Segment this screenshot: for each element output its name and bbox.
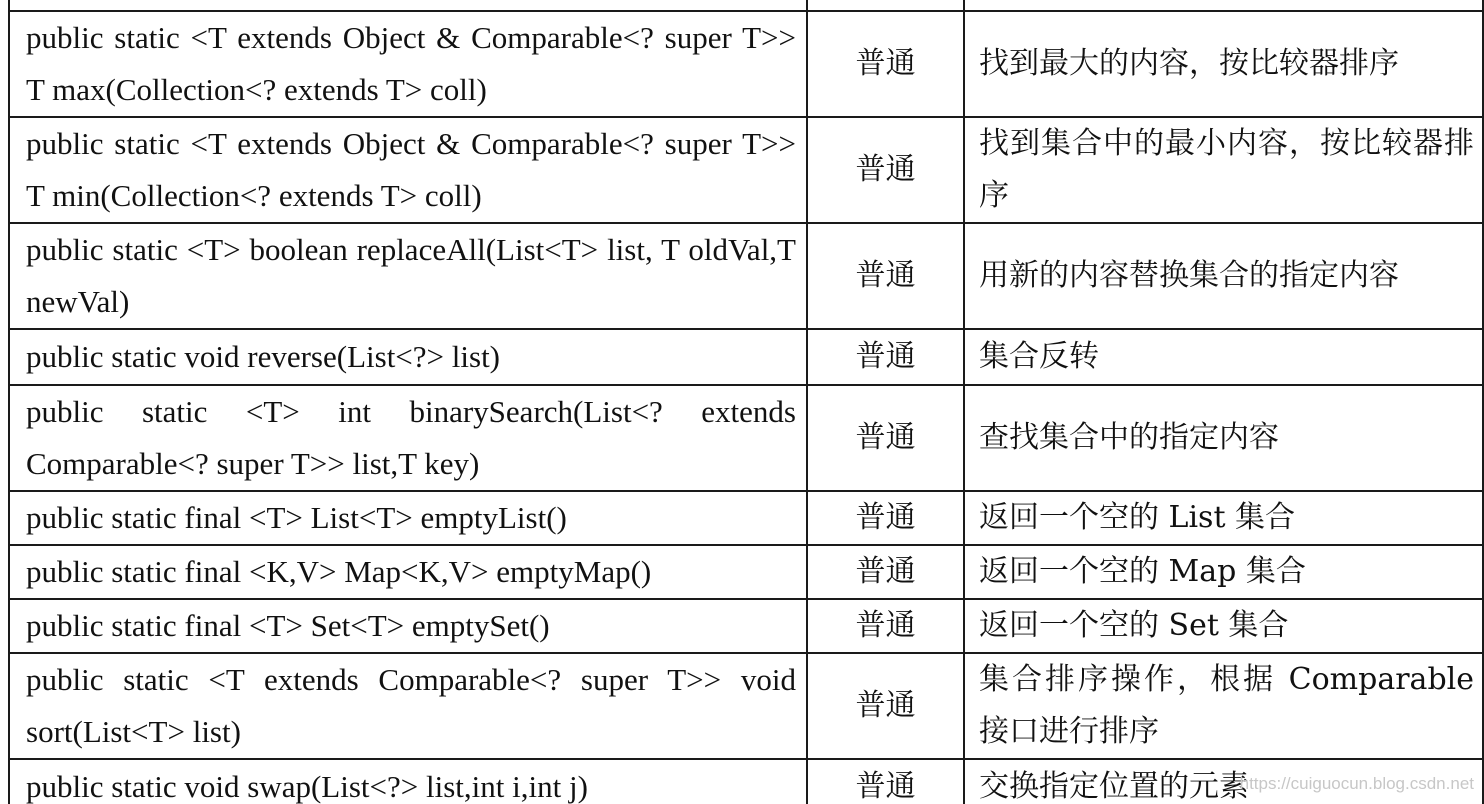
method-signature: public static void reverse(List<?> list) xyxy=(9,329,807,385)
table-row xyxy=(9,545,1483,599)
table-row xyxy=(9,653,1483,759)
table-row xyxy=(9,117,1483,223)
method-description: 用新的内容替换集合的指定内容 xyxy=(964,223,1483,329)
table-row xyxy=(9,599,1483,653)
method-type: 普通 xyxy=(807,11,964,117)
method-type: 普通 xyxy=(807,491,964,545)
method-type: 普通 xyxy=(807,759,964,804)
top-edge-cell xyxy=(9,0,807,11)
method-signature: public static <T extends Object & Comparable<? super T>> T min(Collection<? extends T> coll) xyxy=(9,117,807,223)
method-description: 集合反转 xyxy=(964,329,1483,385)
method-signature: public static <T extends Comparable<? super T>> void sort(List<T> list) xyxy=(9,653,807,759)
method-type: 普通 xyxy=(807,653,964,759)
method-signature: public static <T> int binarySearch(List<? extends Comparable<? super T>> list,T key) xyxy=(9,385,807,491)
method-description: 找到最大的内容，按比较器排序 xyxy=(964,11,1483,117)
method-description: 集合排序操作，根据 Comparable 接口进行排序 xyxy=(964,653,1483,759)
method-description: 交换指定位置的元素 xyxy=(964,759,1483,804)
method-description: 返回一个空的 Map 集合 xyxy=(964,545,1483,599)
method-description: 找到集合中的最小内容，按比较器排序 xyxy=(964,117,1483,223)
method-signature: public static final <K,V> Map<K,V> emptyMap() xyxy=(9,545,807,599)
method-type: 普通 xyxy=(807,545,964,599)
method-signature: public static void swap(List<?> list,int i,int j) xyxy=(9,759,807,804)
table-row xyxy=(9,11,1483,117)
method-type: 普通 xyxy=(807,599,964,653)
method-description: 返回一个空的 List 集合 xyxy=(964,491,1483,545)
method-type: 普通 xyxy=(807,385,964,491)
watermark-text: https://cuiguocun.blog.csdn.net xyxy=(1239,774,1474,793)
collections-methods-table xyxy=(8,0,1484,804)
method-type: 普通 xyxy=(807,117,964,223)
top-edge-cell xyxy=(807,0,964,11)
table-top-edge-row xyxy=(9,0,1483,11)
method-signature: public static final <T> Set<T> emptySet() xyxy=(9,599,807,653)
method-type: 普通 xyxy=(807,329,964,385)
method-signature: public static final <T> List<T> emptyList() xyxy=(9,491,807,545)
method-signature: public static <T extends Object & Comparable<? super T>> T max(Collection<? extends T> coll) xyxy=(9,11,807,117)
method-signature: public static <T> boolean replaceAll(List<T> list, T oldVal,T newVal) xyxy=(9,223,807,329)
table-row xyxy=(9,491,1483,545)
method-description: 返回一个空的 Set 集合 xyxy=(964,599,1483,653)
top-edge-cell xyxy=(964,0,1483,11)
method-type: 普通 xyxy=(807,223,964,329)
table-row xyxy=(9,329,1483,385)
table-row xyxy=(9,385,1483,491)
table-row xyxy=(9,223,1483,329)
method-description: 查找集合中的指定内容 xyxy=(964,385,1483,491)
